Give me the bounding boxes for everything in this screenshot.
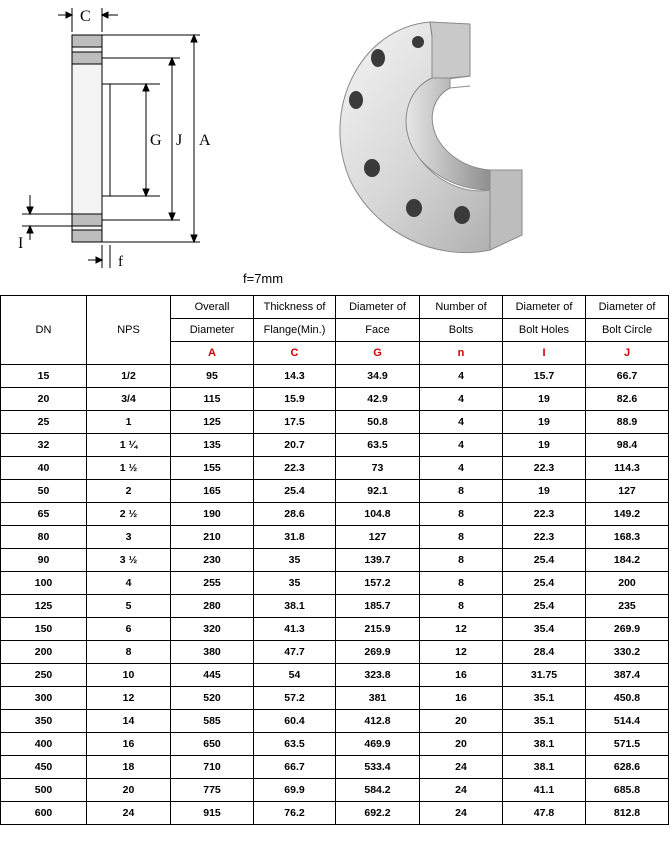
table-cell: 24 (420, 756, 503, 779)
table-cell: 4 (420, 434, 503, 457)
table-cell: 235 (586, 595, 669, 618)
table-cell: 16 (420, 687, 503, 710)
table-cell: 8 (87, 641, 171, 664)
table-cell: 585 (171, 710, 254, 733)
table-cell: 34.9 (336, 365, 420, 388)
table-cell: 35.4 (503, 618, 586, 641)
table-row (1, 687, 669, 710)
table-cell: 5 (87, 595, 171, 618)
label-j: J (176, 132, 183, 149)
table-cell: 76.2 (254, 802, 336, 825)
table-row (1, 710, 669, 733)
table-cell: 95 (171, 365, 254, 388)
table-cell: 19 (503, 480, 586, 503)
header-letter: J (586, 342, 669, 365)
table-cell: 28.6 (254, 503, 336, 526)
table-cell: 215.9 (336, 618, 420, 641)
table-cell: 69.9 (254, 779, 336, 802)
table-cell: 12 (420, 641, 503, 664)
table-cell: 8 (420, 503, 503, 526)
table-cell: 6 (87, 618, 171, 641)
table-row (1, 733, 669, 756)
label-f: f (118, 254, 123, 270)
table-cell: 155 (171, 457, 254, 480)
table-cell: 73 (336, 457, 420, 480)
table-cell: 12 (87, 687, 171, 710)
table-row (1, 618, 669, 641)
header-label-line1: Overall (171, 296, 254, 319)
table-cell: 8 (420, 526, 503, 549)
table-cell: 685.8 (586, 779, 669, 802)
table-cell: 520 (171, 687, 254, 710)
header-label-line1: Diameter of (336, 296, 420, 319)
table-cell: 20.7 (254, 434, 336, 457)
header-label-line1: Diameter of (586, 296, 669, 319)
flange-dimensions-table (0, 295, 669, 825)
table-cell: 20 (87, 779, 171, 802)
table-cell: 35 (254, 572, 336, 595)
table-row (1, 365, 669, 388)
table-cell: 1 ¼ (87, 434, 171, 457)
table-cell: 3 (87, 526, 171, 549)
table-row (1, 641, 669, 664)
table-cell: 41.3 (254, 618, 336, 641)
header-label-line2: Bolt Circle (586, 319, 669, 342)
table-cell: 775 (171, 779, 254, 802)
table-cell: 25 (1, 411, 87, 434)
table-cell: 25.4 (254, 480, 336, 503)
table-cell: 4 (420, 457, 503, 480)
table-cell: 210 (171, 526, 254, 549)
table-cell: 4 (420, 388, 503, 411)
table-row (1, 434, 669, 457)
table-cell: 1/2 (87, 365, 171, 388)
table-cell: 15.7 (503, 365, 586, 388)
table-cell: 50.8 (336, 411, 420, 434)
table-cell: 88.9 (586, 411, 669, 434)
table-row (1, 503, 669, 526)
table-cell: 185.7 (336, 595, 420, 618)
table-cell: 8 (420, 595, 503, 618)
header-label-line2: Flange(Min.) (254, 319, 336, 342)
table-cell: 22.3 (503, 503, 586, 526)
table-cell: 190 (171, 503, 254, 526)
header-letter: A (171, 342, 254, 365)
table-cell: 280 (171, 595, 254, 618)
header-dn: DN (1, 296, 87, 365)
label-c: C (80, 8, 91, 25)
table-cell: 35.1 (503, 710, 586, 733)
table-cell: 4 (420, 365, 503, 388)
table-cell: 12 (420, 618, 503, 641)
table-cell: 500 (1, 779, 87, 802)
table-cell: 2 ½ (87, 503, 171, 526)
table-cell: 710 (171, 756, 254, 779)
table-cell: 269.9 (336, 641, 420, 664)
table-cell: 469.9 (336, 733, 420, 756)
table-cell: 50 (1, 480, 87, 503)
table-row (1, 756, 669, 779)
table-cell: 114.3 (586, 457, 669, 480)
table-cell: 82.6 (586, 388, 669, 411)
table-cell: 63.5 (254, 733, 336, 756)
table-cell: 200 (1, 641, 87, 664)
table-cell: 3/4 (87, 388, 171, 411)
table-row (1, 388, 669, 411)
table-cell: 31.8 (254, 526, 336, 549)
header-label-line1: Diameter of (503, 296, 586, 319)
table-cell: 125 (1, 595, 87, 618)
header-label-line2: Face (336, 319, 420, 342)
table-cell: 412.8 (336, 710, 420, 733)
table-cell: 387.4 (586, 664, 669, 687)
table-cell: 127 (336, 526, 420, 549)
table-row (1, 549, 669, 572)
table-row (1, 595, 669, 618)
table-cell: 66.7 (254, 756, 336, 779)
table-cell: 24 (420, 779, 503, 802)
table-cell: 16 (420, 664, 503, 687)
table-cell: 54 (254, 664, 336, 687)
table-cell: 323.8 (336, 664, 420, 687)
table-cell: 135 (171, 434, 254, 457)
header-nps: NPS (87, 296, 171, 365)
table-cell: 14 (87, 710, 171, 733)
table-row (1, 457, 669, 480)
table-cell: 381 (336, 687, 420, 710)
table-cell: 24 (420, 802, 503, 825)
table-cell: 330.2 (586, 641, 669, 664)
table-cell: 19 (503, 434, 586, 457)
table-row (1, 411, 669, 434)
flange-section-drawing (22, 8, 200, 268)
table-cell: 41.1 (503, 779, 586, 802)
table-cell: 450.8 (586, 687, 669, 710)
table-cell: 92.1 (336, 480, 420, 503)
table-cell: 168.3 (586, 526, 669, 549)
table-cell: 38.1 (503, 733, 586, 756)
table-cell: 450 (1, 756, 87, 779)
table-cell: 38.1 (254, 595, 336, 618)
table-cell: 250 (1, 664, 87, 687)
table-cell: 4 (87, 572, 171, 595)
table-cell: 47.7 (254, 641, 336, 664)
table-cell: 15 (1, 365, 87, 388)
table-row (1, 526, 669, 549)
table-cell: 915 (171, 802, 254, 825)
table-cell: 533.4 (336, 756, 420, 779)
table-cell: 8 (420, 572, 503, 595)
table-cell: 35.1 (503, 687, 586, 710)
table-cell: 60.4 (254, 710, 336, 733)
table-row (1, 802, 669, 825)
table-row (1, 572, 669, 595)
header-letter: G (336, 342, 420, 365)
table-cell: 19 (503, 411, 586, 434)
header-letter: n (420, 342, 503, 365)
table-cell: 90 (1, 549, 87, 572)
table-cell: 57.2 (254, 687, 336, 710)
flange-3d-render (340, 22, 522, 253)
table-cell: 38.1 (503, 756, 586, 779)
table-cell: 400 (1, 733, 87, 756)
table-cell: 4 (420, 411, 503, 434)
table-cell: 165 (171, 480, 254, 503)
table-cell: 20 (420, 710, 503, 733)
table-cell: 24 (87, 802, 171, 825)
table-cell: 115 (171, 388, 254, 411)
table-cell: 42.9 (336, 388, 420, 411)
table-cell: 10 (87, 664, 171, 687)
table-cell: 320 (171, 618, 254, 641)
table-cell: 3 ½ (87, 549, 171, 572)
table-cell: 812.8 (586, 802, 669, 825)
table-cell: 17.5 (254, 411, 336, 434)
table-cell: 32 (1, 434, 87, 457)
table-cell: 139.7 (336, 549, 420, 572)
header-label-line1: Thickness of (254, 296, 336, 319)
table-cell: 18 (87, 756, 171, 779)
table-cell: 40 (1, 457, 87, 480)
table-cell: 127 (586, 480, 669, 503)
table-cell: 20 (420, 733, 503, 756)
table-cell: 514.4 (586, 710, 669, 733)
header-letter: I (503, 342, 586, 365)
table-cell: 63.5 (336, 434, 420, 457)
table-cell: 28.4 (503, 641, 586, 664)
table-cell: 22.3 (503, 457, 586, 480)
table-cell: 14.3 (254, 365, 336, 388)
table-row (1, 480, 669, 503)
table-cell: 200 (586, 572, 669, 595)
table-cell: 16 (87, 733, 171, 756)
table-cell: 300 (1, 687, 87, 710)
table-cell: 47.8 (503, 802, 586, 825)
table-cell: 380 (171, 641, 254, 664)
table-cell: 628.6 (586, 756, 669, 779)
label-g: G (150, 132, 162, 149)
table-cell: 2 (87, 480, 171, 503)
header-label-line1: Number of (420, 296, 503, 319)
table-cell: 8 (420, 480, 503, 503)
table-cell: 350 (1, 710, 87, 733)
label-a: A (199, 132, 211, 149)
table-cell: 269.9 (586, 618, 669, 641)
table-cell: 125 (171, 411, 254, 434)
label-i: I (18, 235, 24, 252)
note-f-thickness: f=7mm (243, 271, 284, 286)
table-cell: 8 (420, 549, 503, 572)
table-cell: 22.3 (254, 457, 336, 480)
table-cell: 157.2 (336, 572, 420, 595)
table-cell: 650 (171, 733, 254, 756)
table-cell: 80 (1, 526, 87, 549)
table-cell: 25.4 (503, 595, 586, 618)
table-cell: 22.3 (503, 526, 586, 549)
flange-illustration (0, 0, 670, 295)
header-label-line2: Diameter (171, 319, 254, 342)
table-cell: 150 (1, 618, 87, 641)
table-row (1, 664, 669, 687)
header-label-line2: Bolt Holes (503, 319, 586, 342)
table-cell: 31.75 (503, 664, 586, 687)
table-row (1, 779, 669, 802)
table-cell: 98.4 (586, 434, 669, 457)
table-cell: 25.4 (503, 549, 586, 572)
table-cell: 65 (1, 503, 87, 526)
table-cell: 1 (87, 411, 171, 434)
table-cell: 100 (1, 572, 87, 595)
header-letter: C (254, 342, 336, 365)
table-cell: 692.2 (336, 802, 420, 825)
table-cell: 104.8 (336, 503, 420, 526)
header-label-line2: Bolts (420, 319, 503, 342)
table-cell: 184.2 (586, 549, 669, 572)
table-cell: 445 (171, 664, 254, 687)
table-cell: 15.9 (254, 388, 336, 411)
table-cell: 25.4 (503, 572, 586, 595)
table-cell: 230 (171, 549, 254, 572)
table-cell: 19 (503, 388, 586, 411)
table-cell: 66.7 (586, 365, 669, 388)
table-cell: 584.2 (336, 779, 420, 802)
table-cell: 600 (1, 802, 87, 825)
table-cell: 149.2 (586, 503, 669, 526)
table-cell: 255 (171, 572, 254, 595)
table-cell: 1 ½ (87, 457, 171, 480)
table-cell: 571.5 (586, 733, 669, 756)
table-cell: 20 (1, 388, 87, 411)
table-cell: 35 (254, 549, 336, 572)
